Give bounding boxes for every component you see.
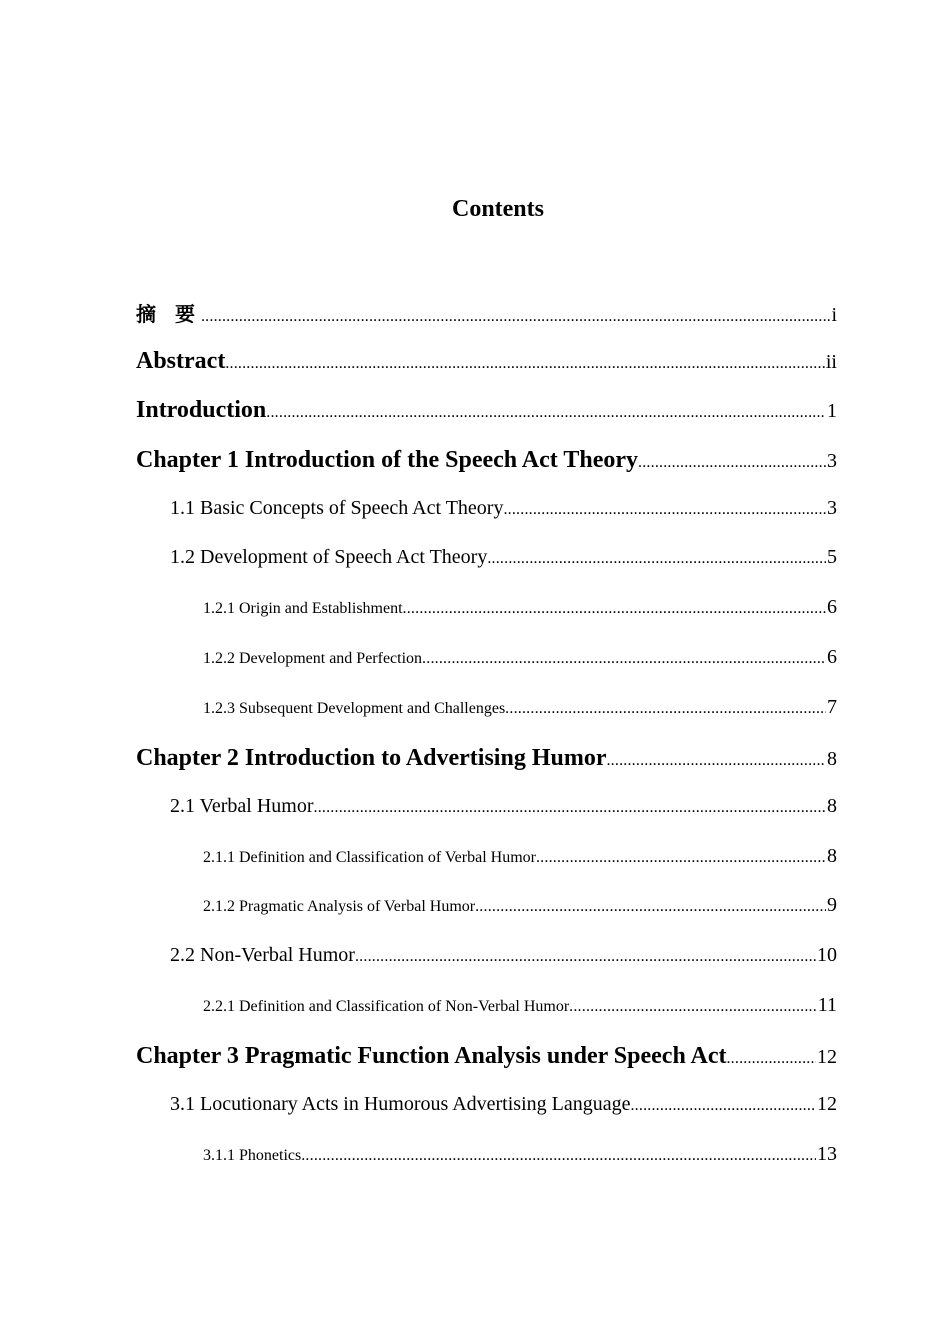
toc-entry-2-2[interactable] [136, 944, 837, 994]
toc-entry-page: 3 [827, 450, 837, 473]
toc-entry-page: 8 [827, 748, 837, 771]
toc-entry-page: 12 [817, 1093, 837, 1115]
toc-entry-page: 9 [827, 894, 837, 917]
toc-leader-dots [503, 501, 826, 519]
toc-leader-dots [726, 1050, 816, 1068]
toc-entry-3-1[interactable] [136, 1093, 837, 1143]
toc-entry-page: 6 [827, 596, 837, 619]
toc-leader-dots [422, 650, 826, 668]
toc-entry-label: 3.1.1 Phonetics [203, 1146, 302, 1164]
toc-entry-label: 1.1 Basic Concepts of Speech Act Theory [170, 496, 504, 519]
toc-entry-page: 13 [817, 1142, 837, 1165]
toc-entry-3-1-1[interactable] [136, 1143, 837, 1193]
toc-entry-page: 7 [827, 695, 837, 718]
page-title: Contents [451, 196, 544, 222]
toc-entry-label: Chapter 3 Pragmatic Function Analysis under Speech Act [136, 1043, 727, 1070]
toc-entry-label: Chapter 2 Introduction to Advertising Humor [136, 745, 607, 772]
toc-leader-dots [314, 799, 827, 817]
table-of-contents [136, 298, 837, 1192]
toc-entry-chapter-3[interactable] [136, 1043, 837, 1093]
toc-entry-abstract-chinese[interactable] [136, 298, 837, 348]
toc-leader-dots [301, 1147, 816, 1165]
toc-leader-dots [630, 1097, 816, 1115]
toc-leader-dots [475, 898, 826, 916]
toc-entry-label: 3.1 Locutionary Acts in Humorous Advertising Language [170, 1093, 631, 1115]
toc-entry-page: 8 [827, 844, 837, 867]
toc-entry-2-1-2[interactable] [136, 894, 837, 944]
toc-entry-label: 2.1 Verbal Humor [170, 794, 314, 817]
toc-leader-dots [569, 998, 817, 1016]
toc-entry-abstract[interactable] [136, 348, 837, 398]
toc-leader-dots [266, 404, 826, 422]
toc-entry-2-2-1[interactable] [136, 994, 837, 1044]
toc-leader-dots [606, 752, 826, 770]
toc-entry-page: 12 [817, 1046, 837, 1069]
toc-entry-page: ii [825, 350, 837, 373]
toc-entry-label: 2.1.1 Definition and Classification of Verbal Humor [203, 848, 536, 866]
toc-entry-label: Abstract [136, 347, 226, 374]
toc-entry-label: Introduction [136, 397, 267, 424]
toc-entry-page: 3 [827, 496, 837, 519]
toc-entry-1-2-3[interactable] [136, 696, 837, 746]
toc-entry-label: 1.2.3 Subsequent Development and Challenges [203, 699, 506, 717]
toc-entry-1-2-1[interactable] [136, 596, 837, 646]
toc-entry-page: 8 [827, 794, 837, 817]
toc-leader-dots [638, 454, 826, 472]
toc-leader-dots [536, 849, 826, 867]
toc-entry-page: i [831, 304, 837, 326]
toc-entry-chapter-1[interactable] [136, 447, 837, 497]
toc-leader-dots [355, 948, 816, 966]
toc-leader-dots [403, 600, 826, 618]
toc-entry-2-1-1[interactable] [136, 845, 837, 895]
toc-entry-page: 5 [827, 546, 837, 569]
toc-entry-label: 2.1.2 Pragmatic Analysis of Verbal Humor [203, 898, 476, 916]
toc-entry-2-1[interactable] [136, 795, 837, 845]
toc-leader-dots [201, 308, 830, 326]
toc-entry-1-1[interactable] [136, 497, 837, 547]
toc-entry-1-2[interactable] [136, 546, 837, 596]
toc-leader-dots [225, 355, 825, 373]
toc-entry-label: 1.2.2 Development and Perfection [203, 649, 423, 667]
toc-entry-page: 10 [817, 943, 837, 966]
toc-entry-label: 2.2.1 Definition and Classification of Non-Verbal Humor [203, 997, 570, 1015]
toc-entry-page: 1 [827, 400, 837, 423]
toc-entry-page: 6 [827, 645, 837, 668]
toc-leader-dots [505, 700, 826, 718]
toc-entry-label: 1.2.1 Origin and Establishment [203, 600, 403, 618]
toc-entry-label: 摘 要 [136, 302, 201, 326]
toc-entry-page: 11 [817, 993, 837, 1016]
toc-entry-label: 1.2 Development of Speech Act Theory [170, 546, 488, 569]
toc-entry-label: Chapter 1 Introduction of the Speech Act Theory [136, 447, 639, 474]
toc-leader-dots [487, 550, 826, 568]
toc-entry-1-2-2[interactable] [136, 646, 837, 696]
toc-entry-introduction[interactable] [136, 397, 837, 447]
toc-entry-chapter-2[interactable] [136, 745, 837, 795]
toc-entry-label: 2.2 Non-Verbal Humor [170, 943, 355, 966]
